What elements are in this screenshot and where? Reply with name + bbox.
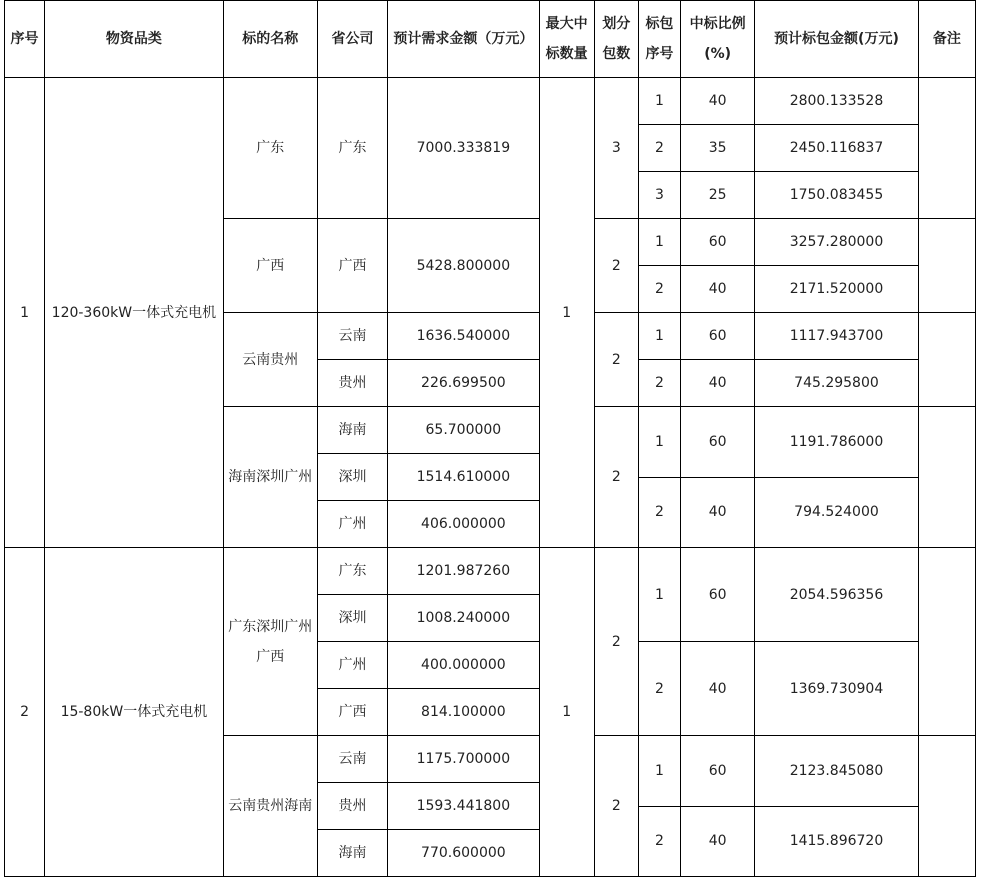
cell-demand: 1514.610000 (388, 454, 539, 501)
cell-ratio: 60 (681, 736, 755, 807)
cell-province: 广东 (317, 78, 387, 219)
cell-pkg-amount: 1415.896720 (755, 806, 919, 877)
table-body (5, 78, 976, 877)
cell-lot-name: 云南贵州 (223, 313, 317, 407)
cell-pkg-amount: 2054.596356 (755, 548, 919, 642)
header-max-win: 最大中标数量 (539, 1, 594, 78)
cell-pkg-no: 1 (638, 313, 680, 360)
cell-province: 贵州 (317, 360, 387, 407)
cell-pkg-amount: 745.295800 (755, 360, 919, 407)
cell-pkg-no: 1 (638, 736, 680, 807)
cell-remark (918, 78, 975, 219)
cell-ratio: 40 (681, 642, 755, 736)
cell-pkg-no: 3 (638, 172, 680, 219)
cell-province: 海南 (317, 407, 387, 454)
cell-ratio: 40 (681, 266, 755, 313)
cell-pkg-no: 2 (638, 642, 680, 736)
cell-demand: 1175.700000 (388, 736, 539, 783)
cell-demand: 814.100000 (388, 689, 539, 736)
cell-province: 广西 (317, 689, 387, 736)
bid-package-table (4, 0, 976, 877)
cell-ratio: 25 (681, 172, 755, 219)
cell-max-win: 1 (539, 548, 594, 877)
cell-pkg-no: 2 (638, 360, 680, 407)
cell-demand: 65.700000 (388, 407, 539, 454)
cell-lot-name: 海南深圳广州 (223, 407, 317, 548)
header-seq: 序号 (5, 1, 45, 78)
table-row (5, 78, 976, 125)
cell-category: 15-80kW一体式充电机 (45, 548, 224, 877)
cell-ratio: 60 (681, 219, 755, 266)
cell-demand: 1593.441800 (388, 783, 539, 830)
cell-pkg-no: 2 (638, 125, 680, 172)
header-row (5, 1, 976, 78)
cell-packages: 2 (594, 407, 638, 548)
cell-demand: 7000.333819 (388, 78, 539, 219)
cell-ratio: 60 (681, 313, 755, 360)
cell-demand: 5428.800000 (388, 219, 539, 313)
cell-demand: 770.600000 (388, 830, 539, 877)
cell-ratio: 35 (681, 125, 755, 172)
cell-ratio: 40 (681, 78, 755, 125)
cell-pkg-amount: 1117.943700 (755, 313, 919, 360)
cell-demand: 406.000000 (388, 501, 539, 548)
cell-remark (918, 736, 975, 877)
cell-pkg-amount: 2123.845080 (755, 736, 919, 807)
header-category: 物资品类 (45, 1, 224, 78)
cell-pkg-amount: 794.524000 (755, 477, 919, 548)
cell-pkg-no: 1 (638, 407, 680, 478)
cell-packages: 2 (594, 219, 638, 313)
cell-pkg-no: 1 (638, 219, 680, 266)
cell-province: 广东 (317, 548, 387, 595)
cell-lot-name: 广东深圳广州广西 (223, 548, 317, 736)
cell-remark (918, 548, 975, 736)
cell-province: 广西 (317, 219, 387, 313)
cell-pkg-amount: 2800.133528 (755, 78, 919, 125)
cell-pkg-no: 2 (638, 477, 680, 548)
header-lot-name: 标的名称 (223, 1, 317, 78)
cell-packages: 2 (594, 736, 638, 877)
cell-lot-name: 云南贵州海南 (223, 736, 317, 877)
cell-province: 云南 (317, 313, 387, 360)
cell-pkg-amount: 1750.083455 (755, 172, 919, 219)
table-row (5, 548, 976, 595)
cell-province: 广州 (317, 501, 387, 548)
cell-max-win: 1 (539, 78, 594, 548)
cell-province: 云南 (317, 736, 387, 783)
cell-province: 深圳 (317, 595, 387, 642)
cell-seq: 2 (5, 548, 45, 877)
cell-lot-name: 广东 (223, 78, 317, 219)
cell-seq: 1 (5, 78, 45, 548)
cell-ratio: 40 (681, 806, 755, 877)
cell-ratio: 40 (681, 477, 755, 548)
cell-pkg-amount: 3257.280000 (755, 219, 919, 266)
cell-demand: 400.000000 (388, 642, 539, 689)
cell-packages: 2 (594, 548, 638, 736)
header-remark: 备注 (918, 1, 975, 78)
cell-pkg-no: 1 (638, 548, 680, 642)
cell-lot-name: 广西 (223, 219, 317, 313)
cell-demand: 1201.987260 (388, 548, 539, 595)
cell-province: 广州 (317, 642, 387, 689)
cell-ratio: 60 (681, 407, 755, 478)
header-pkg-no: 标包序号 (638, 1, 680, 78)
cell-pkg-no: 1 (638, 78, 680, 125)
cell-province: 贵州 (317, 783, 387, 830)
header-pkg-amount: 预计标包金额(万元) (755, 1, 919, 78)
header-packages: 划分包数 (594, 1, 638, 78)
cell-pkg-no: 2 (638, 266, 680, 313)
cell-pkg-amount: 1369.730904 (755, 642, 919, 736)
cell-demand: 226.699500 (388, 360, 539, 407)
cell-demand: 1008.240000 (388, 595, 539, 642)
cell-pkg-amount: 2171.520000 (755, 266, 919, 313)
cell-demand: 1636.540000 (388, 313, 539, 360)
cell-packages: 2 (594, 313, 638, 407)
cell-ratio: 40 (681, 360, 755, 407)
cell-pkg-amount: 1191.786000 (755, 407, 919, 478)
header-province: 省公司 (317, 1, 387, 78)
cell-remark (918, 219, 975, 313)
cell-province: 深圳 (317, 454, 387, 501)
cell-province: 海南 (317, 830, 387, 877)
cell-packages: 3 (594, 78, 638, 219)
cell-remark (918, 407, 975, 548)
cell-category: 120-360kW一体式充电机 (45, 78, 224, 548)
header-ratio: 中标比例(%) (681, 1, 755, 78)
cell-pkg-no: 2 (638, 806, 680, 877)
cell-remark (918, 313, 975, 407)
header-demand: 预计需求金额（万元） (388, 1, 539, 78)
cell-pkg-amount: 2450.116837 (755, 125, 919, 172)
cell-ratio: 60 (681, 548, 755, 642)
